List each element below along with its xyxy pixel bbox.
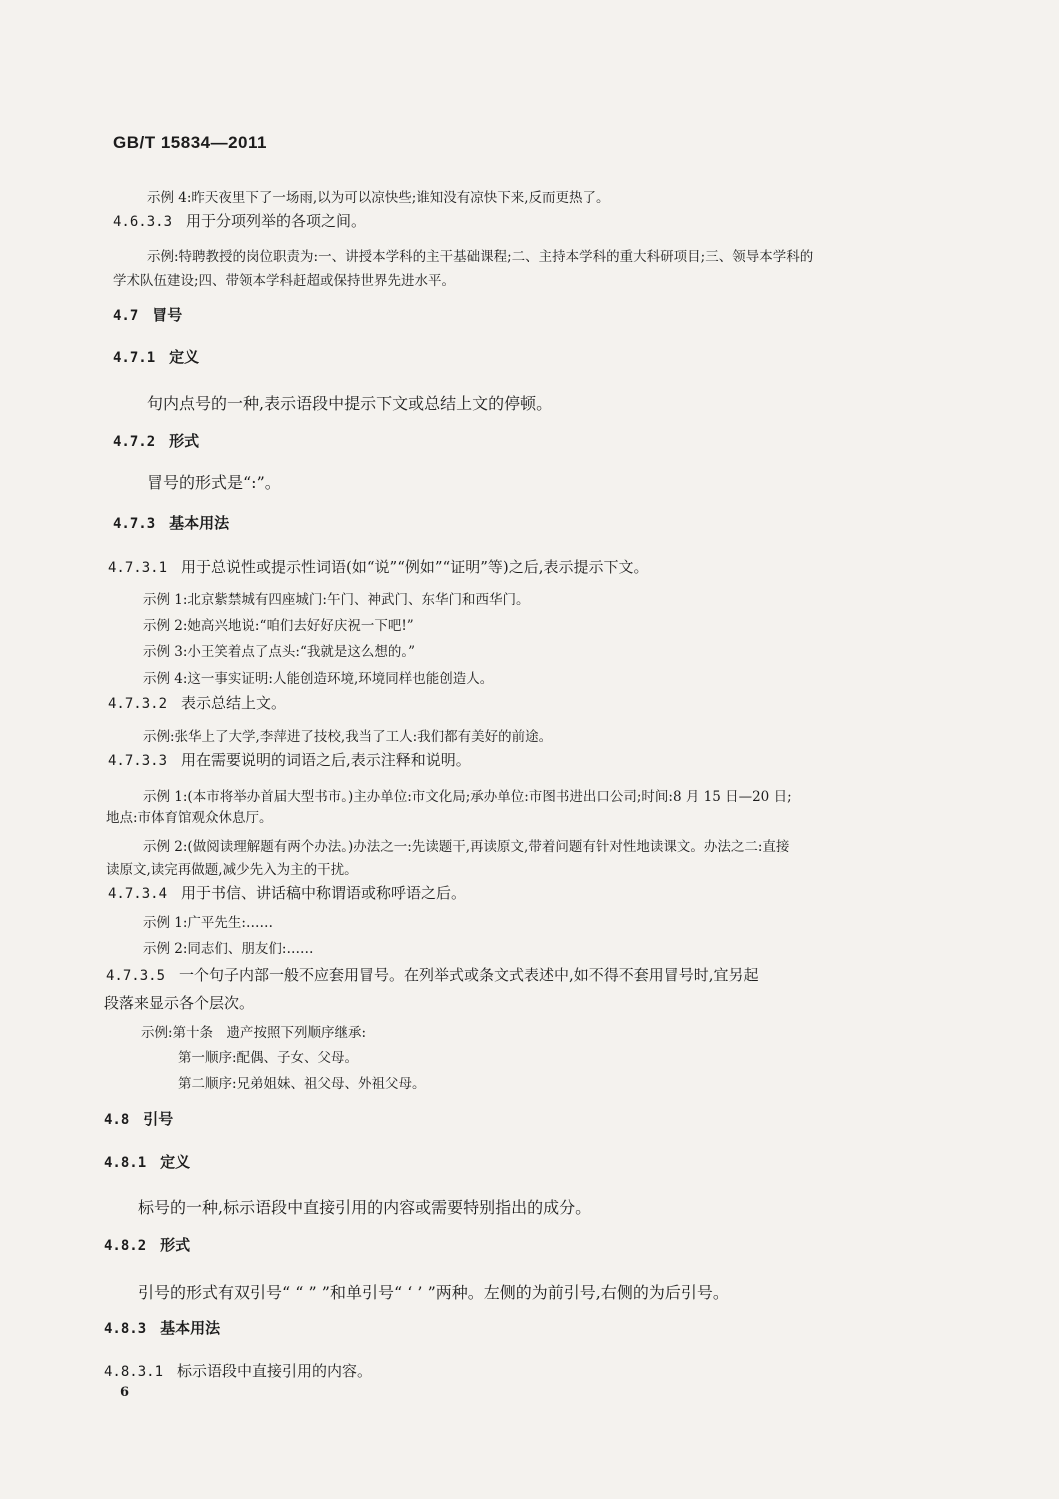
section-number: 4.7	[113, 308, 139, 324]
clause-number: 4.8.3.1	[104, 1364, 164, 1380]
section-heading-4-7	[113, 304, 182, 325]
example-text: 示例 2:她高兴地说:“咱们去好好庆祝一下吧!”	[143, 618, 414, 634]
clause-text: 表示总结上文。	[181, 694, 287, 712]
section-number: 4.8.3	[104, 1321, 147, 1337]
clause-number: 4.7.3.5	[106, 968, 166, 984]
example-text: 示例 4:这一事实证明:人能创造环境,环境同样也能创造人。	[143, 671, 494, 687]
section-title: 引号	[143, 1110, 174, 1128]
section-number: 4.8.2	[104, 1238, 147, 1254]
clause-4-7-3-1	[108, 556, 649, 577]
example-text-continued: 读原文,读完再做题,减少先入为主的干扰。	[106, 862, 358, 878]
section-heading-4-7-1	[113, 346, 199, 367]
clause-4-6-3-3	[113, 210, 366, 231]
clause-text: 用在需要说明的词语之后,表示注释和说明。	[181, 751, 471, 769]
section-heading-4-8-2	[104, 1234, 190, 1255]
clause-text: 用于分项列举的各项之间。	[186, 212, 367, 230]
clause-4-7-3-5	[106, 964, 759, 985]
clause-4-7-3-3	[108, 749, 471, 770]
example-text: 示例:张华上了大学,李萍进了技校,我当了工人:我们都有美好的前途。	[143, 729, 553, 745]
clause-4-7-3-2	[108, 692, 286, 713]
section-title: 基本用法	[160, 1319, 221, 1337]
example-text: 示例:第十条 遗产按照下列顺序继承:	[141, 1025, 367, 1041]
body-paragraph: 引号的形式有双引号“ “ ” ”和单引号“ ‘ ’ ”两种。左侧的为前引号,右侧的为后引号。	[138, 1283, 729, 1302]
clause-text: 标示语段中直接引用的内容。	[177, 1362, 373, 1380]
section-heading-4-8-3	[104, 1317, 220, 1338]
example-text: 示例 1:广平先生:……	[143, 915, 273, 931]
section-number: 4.7.1	[113, 350, 156, 366]
section-title: 定义	[160, 1153, 191, 1171]
example-text: 示例:特聘教授的岗位职责为:一、讲授本学科的主干基础课程;二、主持本学科的重大科研项目;三、领导本学科的	[147, 249, 814, 265]
clause-text: 一个句子内部一般不应套用冒号。在列举式或条文式表述中,如不得不套用冒号时,宜另起	[179, 966, 759, 984]
body-paragraph: 冒号的形式是“:”。	[147, 473, 281, 492]
example-text: 示例 4:昨天夜里下了一场雨,以为可以凉快些;谁知没有凉快下来,反而更热了。	[147, 190, 610, 206]
section-heading-4-7-3	[113, 512, 229, 533]
example-list-item: 第二顺序:兄弟姐妹、祖父母、外祖父母。	[178, 1076, 426, 1092]
section-title: 形式	[160, 1236, 191, 1254]
body-paragraph: 标号的一种,标示语段中直接引用的内容或需要特别指出的成分。	[138, 1198, 592, 1217]
section-number: 4.7.3	[113, 516, 156, 532]
clause-text: 用于总说性或提示性词语(如“说”“例如”“证明”等)之后,表示提示下文。	[181, 558, 649, 576]
section-heading-4-8-1	[104, 1151, 190, 1172]
clause-4-7-3-4	[108, 882, 466, 903]
clause-number: 4.6.3.3	[113, 214, 173, 230]
section-title: 冒号	[152, 306, 183, 324]
example-text: 示例 2:(做阅读理解题有两个办法。)办法之一:先读题干,再读原文,带着问题有针对性地读课文。办法之二:直接	[143, 839, 790, 855]
section-number: 4.7.2	[113, 434, 156, 450]
section-number: 4.8.1	[104, 1155, 147, 1171]
example-text: 示例 3:小王笑着点了点头:“我就是这么想的。”	[143, 644, 416, 660]
clause-number: 4.7.3.2	[108, 696, 168, 712]
page-number: 6	[120, 1385, 130, 1400]
section-number: 4.8	[104, 1112, 130, 1128]
standard-id-header: GB/T 15834—2011	[113, 133, 267, 152]
section-title: 定义	[169, 348, 200, 366]
example-text: 示例 2:同志们、朋友们:……	[143, 941, 314, 957]
example-text-continued: 学术队伍建设;四、带领本学科赶超或保持世界先进水平。	[113, 273, 456, 289]
section-heading-4-8	[104, 1108, 173, 1129]
clause-number: 4.7.3.3	[108, 753, 168, 769]
section-title: 形式	[169, 432, 200, 450]
example-text-continued: 地点:市体育馆观众休息厅。	[106, 810, 273, 826]
clause-4-8-3-1	[104, 1360, 372, 1381]
section-title: 基本用法	[169, 514, 230, 532]
clause-number: 4.7.3.4	[108, 886, 168, 902]
section-heading-4-7-2	[113, 430, 199, 451]
clause-text: 用于书信、讲话稿中称谓语或称呼语之后。	[181, 884, 467, 902]
clause-text-continued: 段落来显示各个层次。	[104, 994, 255, 1012]
example-text: 示例 1:(本市将举办首届大型书市。)主办单位:市文化局;承办单位:市图书进出口公司;时间:8 月 15 日—20 日;	[143, 789, 792, 805]
example-list-item: 第一顺序:配偶、子女、父母。	[178, 1050, 359, 1066]
clause-number: 4.7.3.1	[108, 560, 168, 576]
body-paragraph: 句内点号的一种,表示语段中提示下文或总结上文的停顿。	[147, 394, 553, 413]
example-text: 示例 1:北京紫禁城有四座城门:午门、神武门、东华门和西华门。	[143, 592, 530, 608]
